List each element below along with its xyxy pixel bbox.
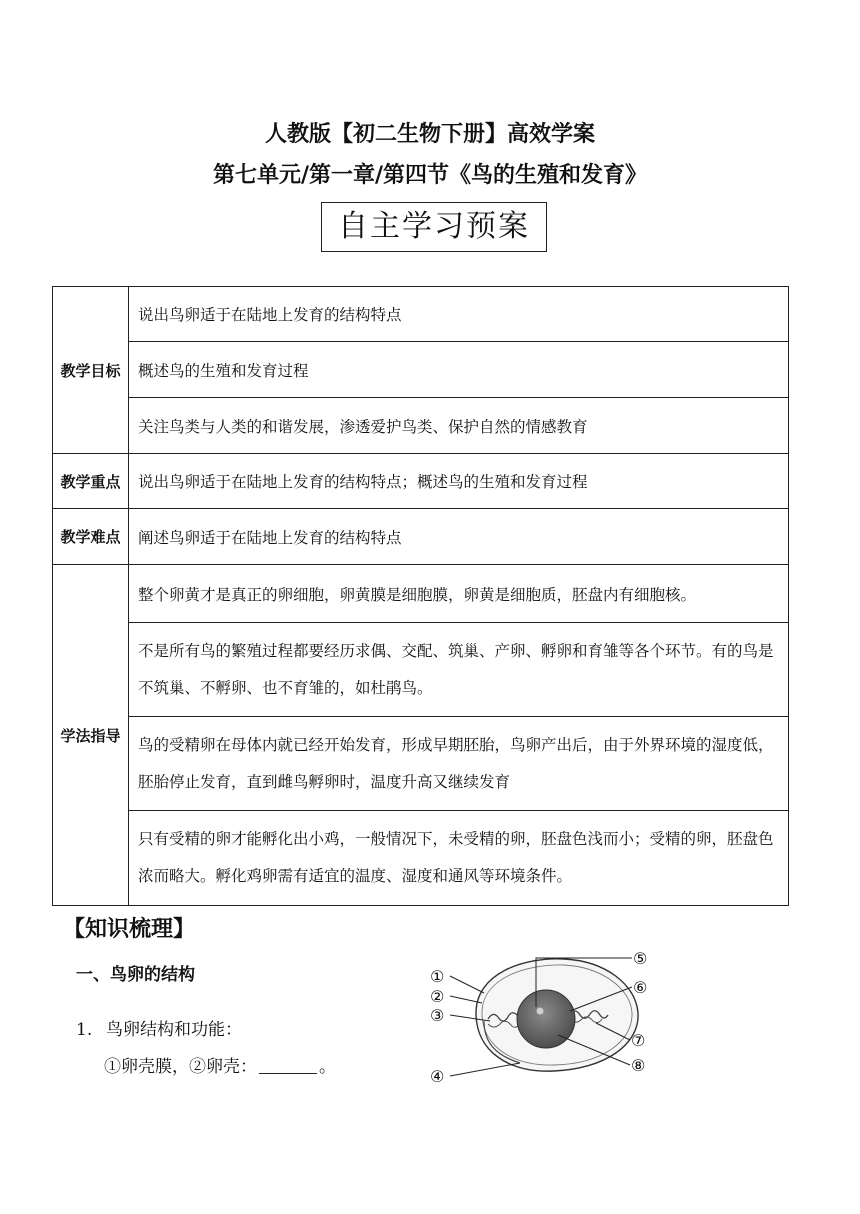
label-8: ⑧ (631, 1056, 646, 1075)
knowledge-heading: 【知识梳理】 (63, 917, 196, 942)
label-1: ① (430, 967, 445, 986)
page-subtitle: 第七单元/第一章/第四节《鸟的生殖和发育》 (212, 163, 648, 188)
germinal-disc (537, 1008, 544, 1015)
section-heading: 一、鸟卵的结构 (76, 965, 195, 985)
table-row (53, 509, 789, 565)
table-row (53, 717, 789, 811)
difficulty-label: 教学难点 (53, 509, 129, 565)
guide-item: 鸟的受精卵在母体内就已经开始发育，形成早期胚胎，鸟卵产出后，由于外界环境的湿度低，胚胎停止发育，直到雌鸟孵卵时，温度升高又继续发育 (129, 717, 789, 811)
guide-item: 不是所有鸟的繁殖过程都要经历求偶、交配、筑巢、产卵、孵卵和育雏等各个环节。有的鸟是不筑巢、不孵卵、也不育雏的，如杜鹃鸟。 (129, 623, 789, 717)
egg-structure-diagram (424, 945, 684, 1087)
page-title: 人教版【初二生物下册】高效学案 (264, 122, 595, 147)
difficulty-text: 阐述鸟卵适于在陆地上发育的结构特点 (129, 509, 789, 565)
objective-item: 关注鸟类与人类的和谐发展，渗透爱护鸟类、保护自然的情感教育 (129, 398, 789, 454)
table-row (53, 287, 789, 342)
question-item (76, 1015, 242, 1040)
table-row (53, 623, 789, 717)
study-guide-label: 学法指导 (53, 565, 129, 906)
table-row (53, 398, 789, 454)
key-points-label: 教学重点 (53, 454, 129, 509)
boxed-section-title: 自主学习预案 (321, 202, 547, 252)
table-row (53, 811, 789, 906)
objective-item: 概述鸟的生殖和发育过程 (129, 342, 789, 398)
table-row (53, 454, 789, 509)
fill-in-prefix: ①卵壳膜，②卵壳： (104, 1057, 257, 1077)
objective-item: 说出鸟卵适于在陆地上发育的结构特点 (129, 287, 789, 342)
guide-item: 整个卵黄才是真正的卵细胞，卵黄膜是细胞膜，卵黄是细胞质，胚盘内有细胞核。 (129, 565, 789, 623)
yolk (517, 990, 575, 1048)
label-7: ⑦ (631, 1031, 646, 1050)
label-5: ⑤ (633, 949, 648, 968)
table-row (53, 565, 789, 623)
answer-blank[interactable] (259, 1057, 317, 1074)
label-4: ④ (430, 1067, 445, 1086)
guide-item: 只有受精的卵才能孵化出小鸡，一般情况下，未受精的卵，胚盘色浅而小；受精的卵，胚盘色浓而略大。孵化鸡卵需有适宜的温度、湿度和通风等环境条件。 (129, 811, 789, 906)
label-3: ③ (430, 1006, 445, 1025)
label-2: ② (430, 987, 445, 1006)
question-text: 鸟卵结构和功能： (106, 1020, 242, 1040)
label-6: ⑥ (633, 978, 648, 997)
table-row (53, 342, 789, 398)
fill-in-suffix: 。 (319, 1057, 336, 1077)
question-number: 1. (76, 1020, 93, 1040)
key-points-text: 说出鸟卵适于在陆地上发育的结构特点；概述鸟的生殖和发育过程 (129, 454, 789, 509)
lesson-plan-table (52, 286, 789, 906)
objectives-label: 教学目标 (53, 287, 129, 454)
fill-in-line (104, 1052, 336, 1077)
